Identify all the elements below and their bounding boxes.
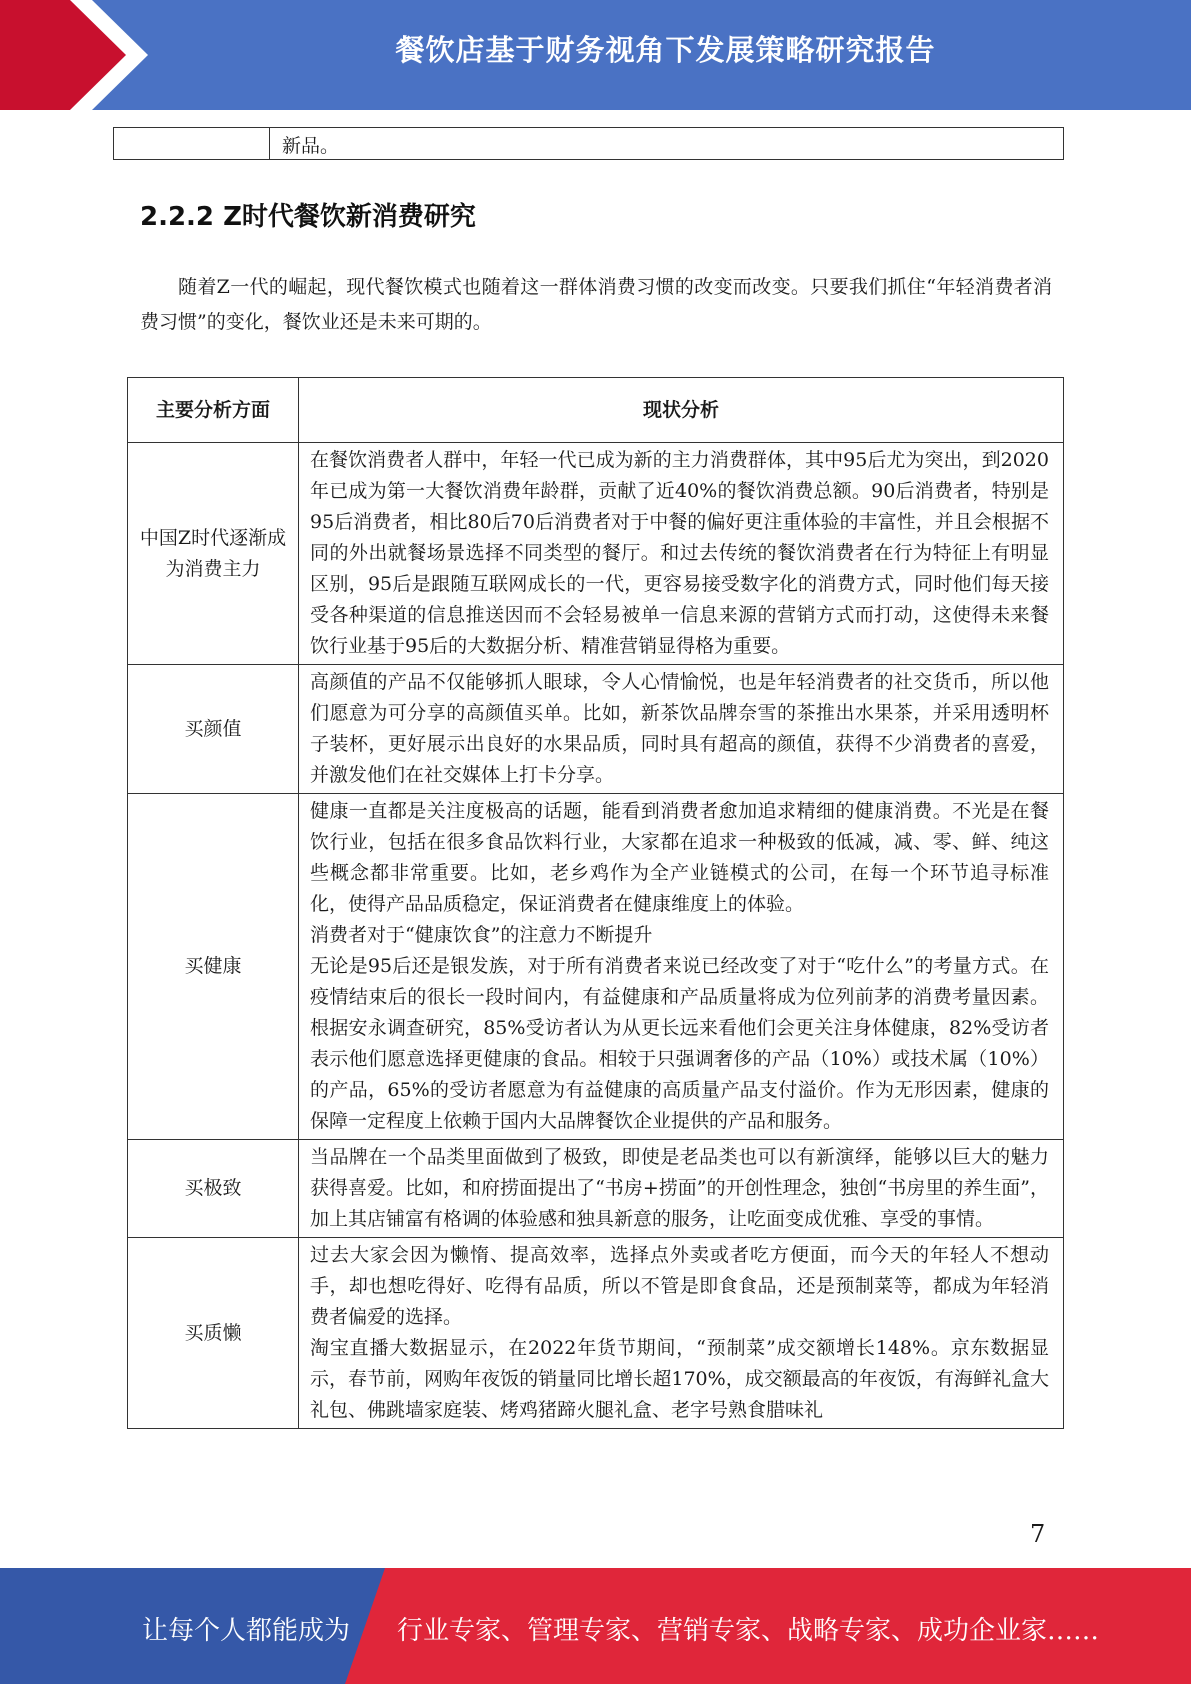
aspect-cell: 买质懒 <box>128 1238 299 1429</box>
intro-paragraph: 随着Z一代的崛起，现代餐饮模式也随着这一群体消费习惯的改变而改变。只要我们抓住“年轻消费者消费习惯”的变化，餐饮业还是未来可期的。 <box>140 276 1052 333</box>
analysis-paragraph: 在餐饮消费者人群中，年轻一代已成为新的主力消费群体，其中95后尤为突出，到2020年已成为第一大餐饮消费年龄群，贡献了近40%的餐饮消费总额。90后消费者，特别是95后消费者，相比80后70后消费者对于中餐的偏好更注重体验的丰富性，并且会根据不同的外出就餐场景选择不同类型的餐厅。和过去传统的餐饮消费者在行为特征上有明显区别，95后是跟随互联网成长的一代，更容易接受数字化的消费方式，同时他们每天接受各种渠道的信息推送因而不会轻易被单一信息来源的营销方式而打动，这使得未来餐饮行业基于95后的大数据分析、精准营销显得格为重要。 <box>310 449 1049 657</box>
aspect-cell: 买极致 <box>128 1140 299 1238</box>
analysis-table <box>127 377 1064 1429</box>
analysis-cell <box>299 1238 1064 1429</box>
analysis-cell <box>299 794 1064 1140</box>
table-header-row <box>128 378 1064 443</box>
footer-slogan-left: 让每个人都能成为 <box>142 1616 351 1646</box>
page-header <box>0 0 1191 110</box>
aspect-cell: 中国Z时代逐渐成为消费主力 <box>128 443 299 665</box>
analysis-paragraph: 过去大家会因为懒惰、提高效率，选择点外卖或者吃方便面，而今天的年轻人不想动手，却也想吃得好、吃得有品质，所以不管是即食食品，还是预制菜等，都成为年轻消费者偏爱的选择。 <box>310 1244 1049 1328</box>
table-row <box>128 1238 1064 1429</box>
aspect-cell: 买健康 <box>128 794 299 1140</box>
table-row <box>128 794 1064 1140</box>
header-aspect: 主要分析方面 <box>128 378 299 443</box>
continued-cell-text: 新品。 <box>282 135 340 157</box>
analysis-paragraph: 无论是95后还是银发族，对于所有消费者来说已经改变了对于“吃什么”的考量方式。在疫情结束后的很长一段时间内，有益健康和产品质量将成为位列前茅的消费考量因素。根据安永调查研究，85%受访者认为从更长远来看他们会更关注身体健康，82%受访者表示他们愿意选择更健康的食品。相较于只强调奢侈的产品（10%）或技术属（10%）的产品，65%的受访者愿意为有益健康的高质量产品支付溢价。作为无形因素，健康的保障一定程度上依赖于国内大品牌餐饮企业提供的产品和服务。 <box>310 955 1049 1132</box>
table-row <box>128 443 1064 665</box>
analysis-paragraph: 当品牌在一个品类里面做到了极致，即使是老品类也可以有新演绎，能够以巨大的魅力获得喜爱。比如，和府捞面提出了“书房+捞面”的开创性理念，独创“书房里的养生面”，加上其店铺富有格调的体验感和独具新意的服务，让吃面变成优雅、享受的事情。 <box>310 1146 1049 1230</box>
analysis-paragraph: 淘宝直播大数据显示，在2022年货节期间，“预制菜”成交额增长148%。京东数据显示，春节前，网购年夜饭的销量同比增长超170%，成交额最高的年夜饭，有海鲜礼盒大礼包、佛跳墙家庭装、烤鸡猪蹄火腿礼盒、老字号熟食腊味礼 <box>310 1337 1049 1421</box>
analysis-cell <box>299 443 1064 665</box>
continued-table-row <box>113 127 1064 160</box>
page-footer <box>0 1568 1191 1684</box>
analysis-clip <box>310 1240 1049 1426</box>
empty-cell <box>114 128 270 159</box>
section-title: 2.2.2 Z时代餐饮新消费研究 <box>140 202 476 232</box>
header-title: 餐饮店基于财务视角下发展策略研究报告 <box>395 33 936 67</box>
analysis-cell <box>299 665 1064 794</box>
aspect-cell: 买颜值 <box>128 665 299 794</box>
footer-slogan-right: 行业专家、管理专家、营销专家、战略专家、成功企业家…… <box>397 1616 1100 1646</box>
header-arrow-decoration <box>0 0 160 110</box>
table-row <box>128 1140 1064 1238</box>
analysis-paragraph: 高颜值的产品不仅能够抓人眼球，令人心情愉悦，也是年轻消费者的社交货币，所以他们愿意为可分享的高颜值买单。比如，新茶饮品牌奈雪的茶推出水果茶，并采用透明杯子装杯，更好展示出良好的水果品质，同时具有超高的颜值，获得不少消费者的喜爱，并激发他们在社交媒体上打卡分享。 <box>310 671 1049 786</box>
header-analysis: 现状分析 <box>299 378 1064 443</box>
analysis-paragraph: 消费者对于“健康饮食”的注意力不断提升 <box>310 924 653 946</box>
analysis-cell <box>299 1140 1064 1238</box>
page-number: 7 <box>1030 1520 1046 1548</box>
table-row <box>128 665 1064 794</box>
analysis-paragraph: 健康一直都是关注度极高的话题，能看到消费者愈加追求精细的健康消费。不光是在餐饮行业，包括在很多食品饮料行业，大家都在追求一种极致的低减，减、零、鲜、纯这些概念都非常重要。比如，老乡鸡作为全产业链模式的公司，在每一个环节追寻标准化，使得产品品质稳定，保证消费者在健康维度上的体验。 <box>310 800 1049 915</box>
